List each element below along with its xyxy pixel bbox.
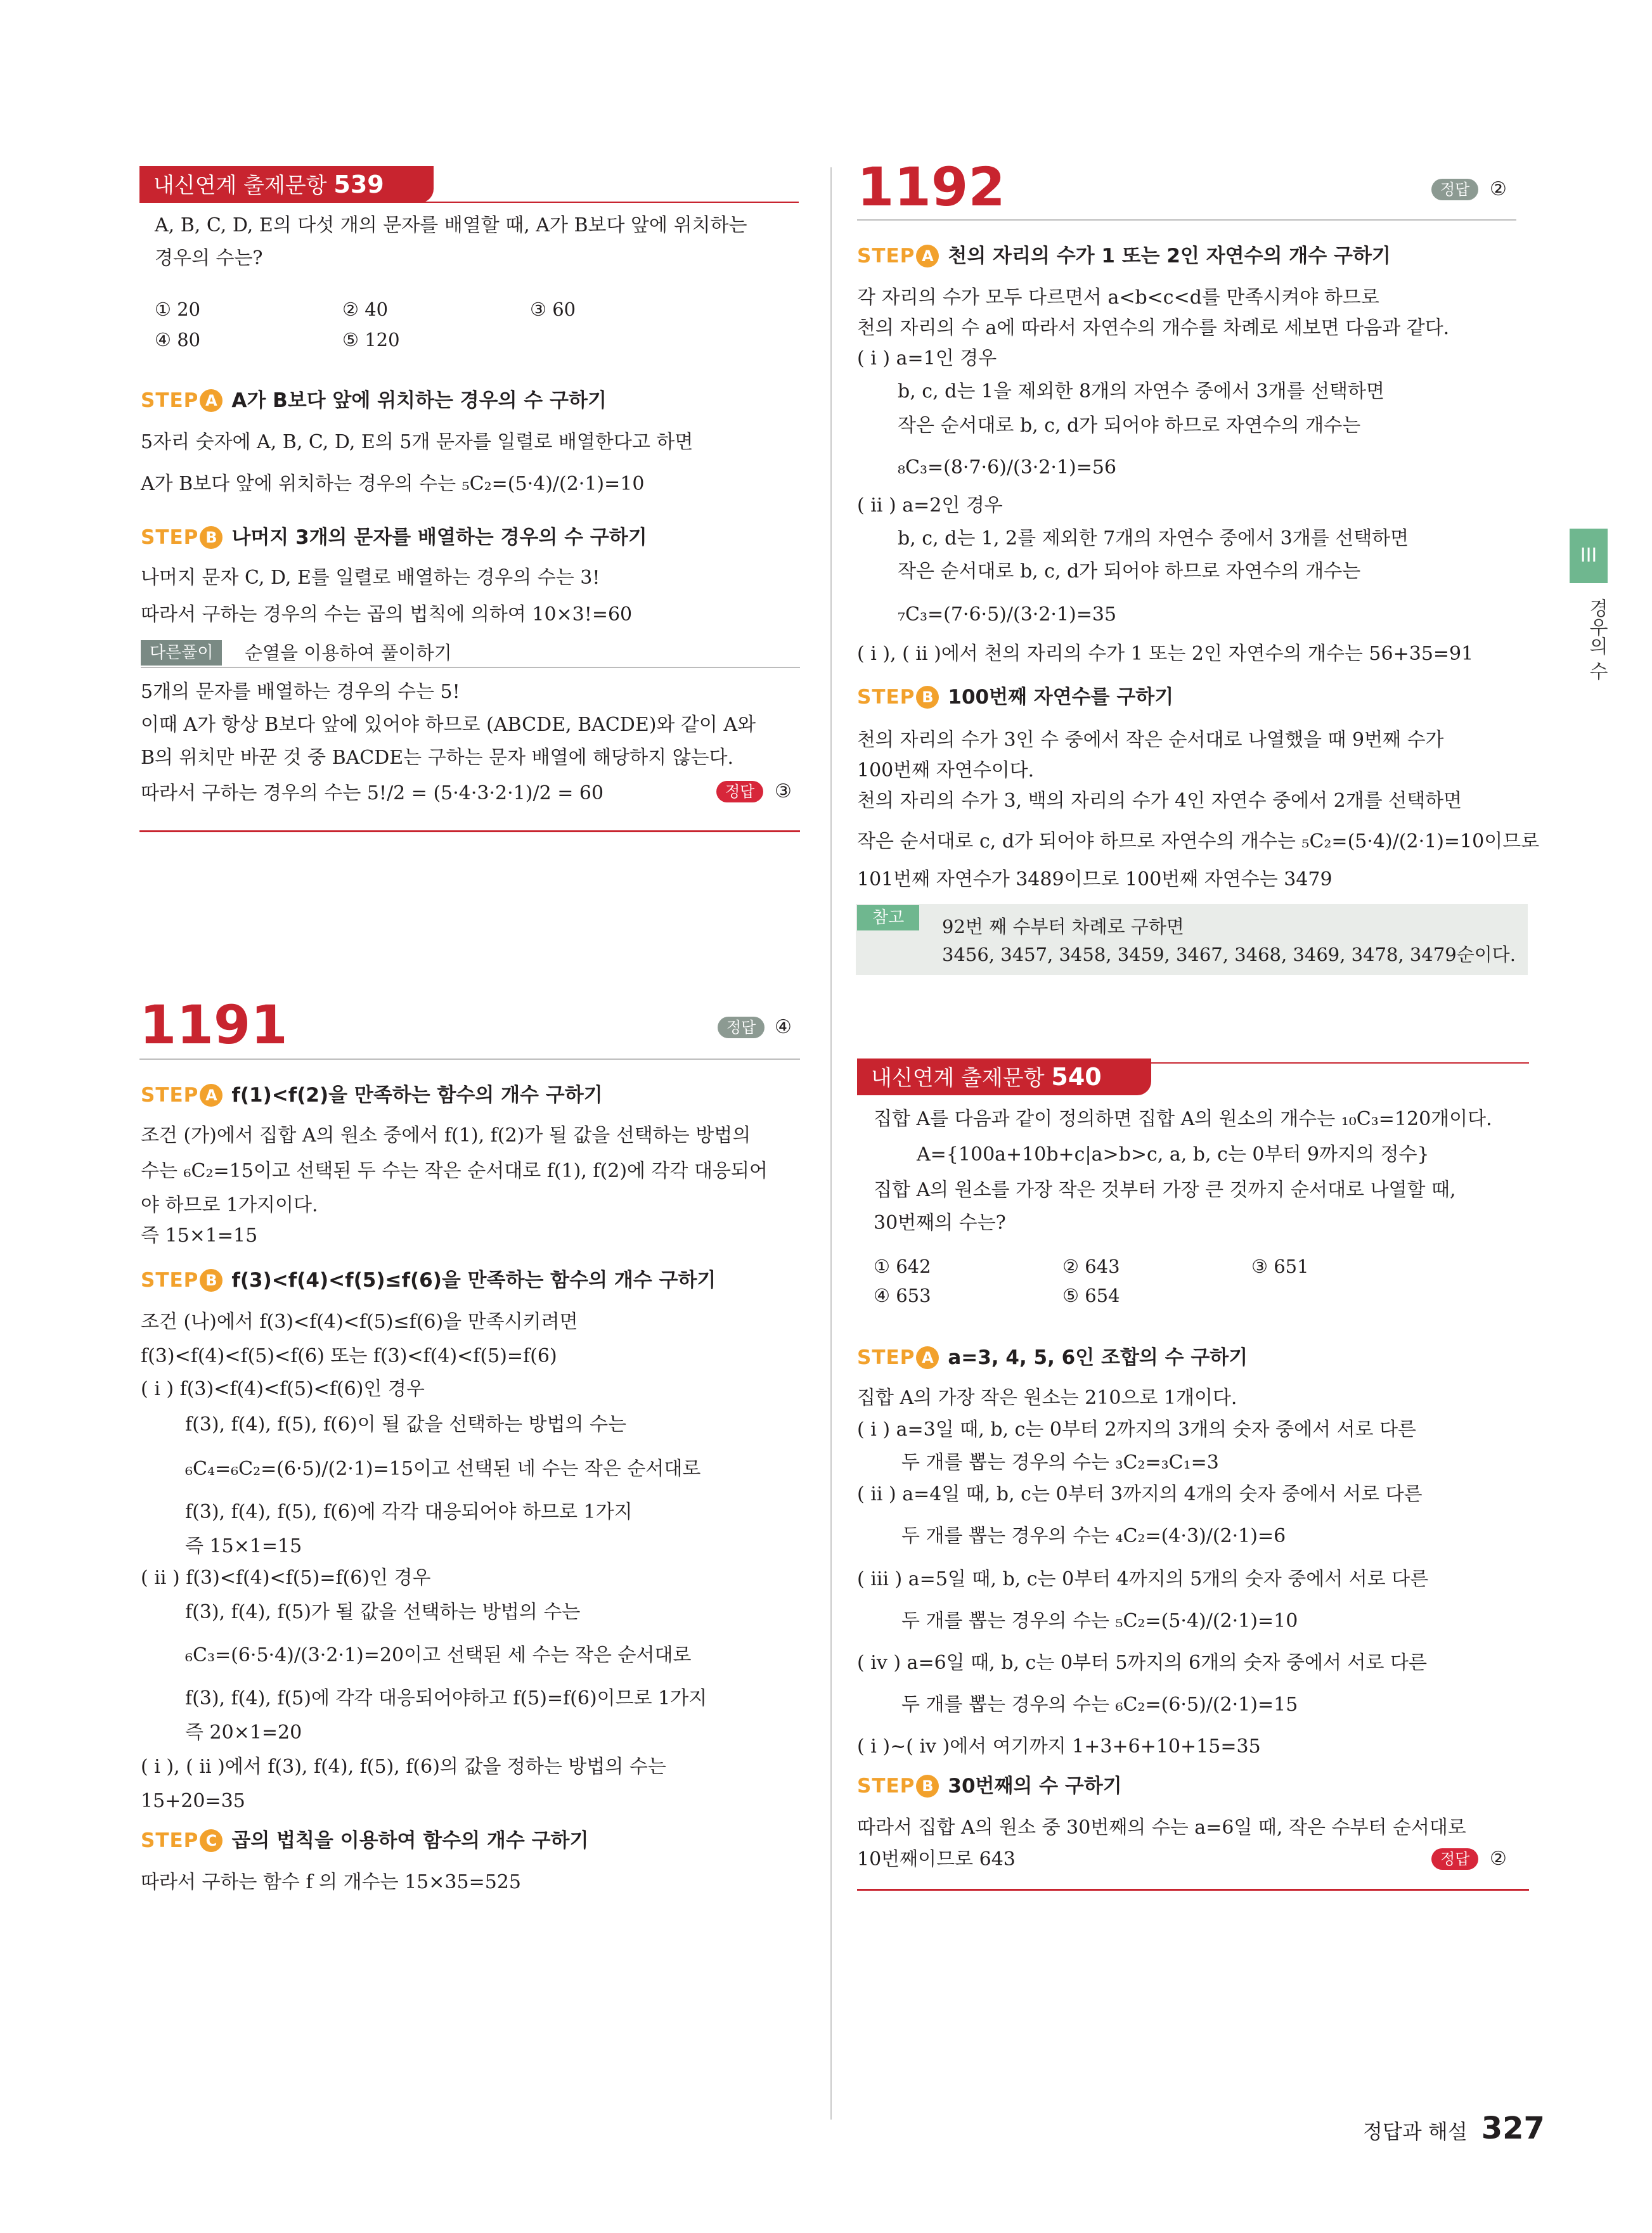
step-title: 곱의 법칙을 이용하여 함수의 개수 구하기 (231, 1829, 589, 1852)
header-rule (406, 202, 799, 203)
step-title: 천의 자리의 수가 1 또는 2인 자연수의 개수 구하기 (948, 245, 1391, 267)
solution-text: ( i ) a=1인 경우 (857, 347, 997, 370)
choice-2: ② 40 (342, 299, 389, 320)
step-a-heading (141, 387, 607, 415)
header-prefix: 내신연계 출제문항 (153, 173, 327, 198)
solution-text: 따라서 구하는 경우의 수는 5!/2 = (5·4·3·2·1)/2 = 60 (141, 782, 604, 804)
answer-value: ③ (775, 780, 792, 802)
chapter-tab-label: III (1580, 544, 1597, 567)
solution-text: 두 개를 뽑는 경우의 수는 ₅C₂=(5·4)/(2·1)=10 (901, 1610, 1298, 1632)
solution-text: ( iii ) a=5일 때, b, c는 0부터 4까지의 5개의 숫자 중에서 서로 다른 (857, 1568, 1429, 1590)
solution-text: ( iv ) a=6일 때, b, c는 0부터 5까지의 6개의 숫자 중에서 서로 다른 (857, 1652, 1427, 1674)
header-rule (1123, 1062, 1529, 1064)
solution-text: 5개의 문자를 배열하는 경우의 수는 5! (141, 681, 460, 703)
problem-1191-number: 1191 (139, 994, 288, 1056)
footer-label: 정답과 해설 (1363, 2120, 1468, 2144)
step-letter: A (916, 1346, 939, 1369)
solution-text: ( ii ) a=2인 경우 (857, 494, 1003, 517)
step-tag: STEP (857, 686, 915, 709)
solution-text: f(3), f(4), f(5)에 각각 대응되어야하고 f(5)=f(6)이므로 1가지 (185, 1687, 707, 1709)
chapter-side-text: 경우의 수 (1585, 598, 1608, 681)
problem-539-header (139, 166, 434, 203)
number-underline (139, 1059, 800, 1060)
solution-text: b, c, d는 1, 2를 제외한 7개의 자연수 중에서 3개를 선택하면 (898, 527, 1409, 550)
question-text: 경우의 수는? (155, 247, 263, 269)
choice-1: ① 20 (155, 299, 201, 320)
solution-text: 작은 순서대로 b, c, d가 되어야 하므로 자연수의 개수는 (898, 560, 1361, 582)
answer-label: 정답 (1431, 1848, 1478, 1870)
page-number: 327 (1481, 2111, 1545, 2146)
choice-5: ⑤ 120 (342, 329, 400, 351)
step-b-heading (857, 1772, 1122, 1800)
alt-solution-label: 다른풀이 (141, 640, 222, 666)
solution-text: b, c, d는 1을 제외한 8개의 자연수 중에서 3개를 선택하면 (898, 380, 1384, 402)
solution-text: ₈C₃=(8·7·6)/(3·2·1)=56 (898, 456, 1117, 479)
answer-value: ④ (775, 1016, 792, 1038)
step-tag: STEP (857, 245, 915, 267)
step-letter: A (200, 389, 223, 412)
problem-1192-number: 1192 (857, 156, 1005, 218)
step-tag: STEP (857, 1346, 915, 1369)
step-a-heading (857, 242, 1391, 270)
solution-text: 따라서 구하는 경우의 수는 곱의 법칙에 의하여 10×3!=60 (141, 603, 633, 626)
step-title: f(3)<f(4)<f(5)≤f(6)을 만족하는 함수의 개수 구하기 (231, 1269, 716, 1292)
solution-text: 즉 15×1=15 (141, 1225, 258, 1247)
solution-text: 수는 ₆C₂=15이고 선택된 두 수는 작은 순서대로 f(1), f(2)에 각각 대응되어 (141, 1160, 768, 1182)
solution-text: ₆C₄=₆C₂=(6·5)/(2·1)=15이고 선택된 네 수는 작은 순서대로 (185, 1458, 701, 1480)
right-column (843, 0, 1652, 2233)
answer-value: ② (1490, 1848, 1507, 1870)
step-tag: STEP (141, 1084, 199, 1107)
solution-text: A가 B보다 앞에 위치하는 경우의 수는 ₅C₂=(5·4)/(2·1)=10 (141, 473, 645, 495)
solution-text: ( i ), ( ii )에서 f(3), f(4), f(5), f(6)의 값을 정하는 방법의 수는 (141, 1756, 666, 1778)
note-label: 참고 (857, 905, 919, 930)
step-b-heading (141, 1266, 716, 1294)
solution-text: 조건 (나)에서 f(3)<f(4)<f(5)≤f(6)을 만족시키려면 (141, 1311, 578, 1333)
step-tag: STEP (141, 526, 199, 549)
solution-text: 야 하므로 1가지이다. (141, 1194, 318, 1216)
solution-text: ₆C₃=(6·5·4)/(3·2·1)=20이고 선택된 세 수는 작은 순서대로 (185, 1644, 692, 1666)
solution-text: f(3), f(4), f(5), f(6)이 될 값을 선택하는 방법의 수는 (185, 1413, 627, 1436)
step-a-heading (857, 1344, 1248, 1372)
step-tag: STEP (141, 1269, 199, 1292)
question-text: 30번째의 수는? (874, 1212, 1006, 1234)
problem-end-rule (139, 830, 800, 832)
step-letter: B (200, 1269, 223, 1292)
solution-text: 두 개를 뽑는 경우의 수는 ₄C₂=(4·3)/(2·1)=6 (901, 1525, 1286, 1547)
step-letter: C (200, 1829, 223, 1852)
solution-text: 두 개를 뽑는 경우의 수는 ₆C₂=(6·5)/(2·1)=15 (901, 1694, 1298, 1716)
solution-text: B의 위치만 바꾼 것 중 BACDE는 구하는 문자 배열에 해당하지 않는다. (141, 747, 734, 769)
solution-text: 즉 20×1=20 (185, 1721, 302, 1744)
choice-4: ④ 80 (155, 329, 201, 351)
header-prefix: 내신연계 출제문항 (871, 1065, 1045, 1091)
solution-text: ₇C₃=(7·6·5)/(3·2·1)=35 (898, 603, 1117, 626)
solution-text: 5자리 숫자에 A, B, C, D, E의 5개 문자를 일렬로 배열한다고 하면 (141, 431, 694, 453)
solution-text: 천의 자리의 수가 3인 수 중에서 작은 순서대로 나열했을 때 9번째 수가 (857, 729, 1444, 751)
solution-text: 작은 순서대로 b, c, d가 되어야 하므로 자연수의 개수는 (898, 415, 1361, 437)
step-b-heading (141, 524, 647, 551)
step-c-heading (141, 1827, 588, 1855)
step-tag: STEP (141, 389, 199, 412)
solution-text: 각 자리의 수가 모두 다르면서 a<b<c<d를 만족시켜야 하므로 (857, 286, 1379, 309)
choice-5: ⑤ 654 (1062, 1285, 1120, 1306)
note-text: 92번 째 수부터 차례로 구하면 (942, 916, 1184, 937)
solution-text: 작은 순서대로 c, d가 되어야 하므로 자연수의 개수는 ₅C₂=(5·4)/(2·1)=10이므로 (857, 830, 1540, 853)
step-letter: B (200, 526, 223, 549)
solution-text: 10번째이므로 643 (857, 1848, 1016, 1870)
choice-4: ④ 653 (874, 1285, 931, 1306)
question-text: 집합 A의 원소를 가장 작은 것부터 가장 큰 것까지 순서대로 나열할 때, (874, 1179, 1456, 1201)
solution-text: ( i )~( iv )에서 여기까지 1+3+6+10+15=35 (857, 1735, 1261, 1758)
step-letter: A (916, 245, 939, 267)
page-footer (1363, 2111, 1545, 2146)
solution-text: ( i ) a=3일 때, b, c는 0부터 2까지의 3개의 숫자 중에서 서로 다른 (857, 1419, 1417, 1441)
note-text: 3456, 3457, 3458, 3459, 3467, 3468, 3469, 3478, 3479순이다. (942, 944, 1516, 965)
problem-end-rule (857, 1889, 1529, 1891)
solution-text: 따라서 구하는 함수 f 의 개수는 15×35=525 (141, 1871, 521, 1893)
column-divider (830, 167, 832, 2120)
solution-text: ( i ) f(3)<f(4)<f(5)<f(6)인 경우 (141, 1378, 425, 1400)
step-title: a=3, 4, 5, 6인 조합의 수 구하기 (948, 1346, 1248, 1369)
solution-text: 천의 자리의 수가 3, 백의 자리의 수가 4인 자연수 중에서 2개를 선택하면 (857, 790, 1462, 812)
solution-text: 나머지 문자 C, D, E를 일렬로 배열하는 경우의 수는 3! (141, 567, 600, 589)
step-letter: B (916, 1775, 939, 1798)
step-title: f(1)<f(2)을 만족하는 함수의 개수 구하기 (231, 1084, 603, 1107)
alt-solution-title: 순열을 이용하여 풀이하기 (245, 642, 452, 664)
answer-label: 정답 (716, 781, 763, 802)
problem-540-header (857, 1059, 1151, 1095)
choice-1: ① 642 (874, 1256, 931, 1277)
answer-value: ② (1490, 178, 1507, 200)
question-text: 집합 A를 다음과 같이 정의하면 집합 A의 원소의 개수는 ₁₀C₃=120개이다. (874, 1108, 1492, 1130)
question-text: A={100a+10b+c|a>b>c, a, b, c는 0부터 9까지의 정수} (917, 1143, 1429, 1166)
step-title: A가 B보다 앞에 위치하는 경우의 수 구하기 (231, 389, 607, 412)
solution-text: 두 개를 뽑는 경우의 수는 ₃C₂=₃C₁=3 (901, 1451, 1219, 1474)
solution-text: f(3)<f(4)<f(5)<f(6) 또는 f(3)<f(4)<f(5)=f(6) (141, 1345, 557, 1367)
choice-3: ③ 651 (1251, 1256, 1309, 1277)
solution-text: 집합 A의 가장 작은 원소는 210으로 1개이다. (857, 1387, 1237, 1409)
solution-text: 100번째 자연수이다. (857, 759, 1035, 782)
solution-text: 이때 A가 항상 B보다 앞에 있어야 하므로 (ABCDE, BACDE)와 같이 A와 (141, 714, 756, 736)
chapter-tab (1570, 529, 1608, 583)
solution-text: 따라서 집합 A의 원소 중 30번째의 수는 a=6일 때, 작은 수부터 순서대로 (857, 1817, 1466, 1839)
answer-label: 정답 (1431, 179, 1478, 200)
step-tag: STEP (857, 1775, 915, 1798)
solution-text: 15+20=35 (141, 1790, 245, 1812)
step-letter: A (200, 1084, 223, 1107)
step-letter: B (916, 686, 939, 709)
step-b-heading (857, 683, 1173, 711)
choice-3: ③ 60 (530, 299, 576, 320)
solution-text: f(3), f(4), f(5), f(6)에 각각 대응되어야 하므로 1가지 (185, 1501, 633, 1523)
solution-text: ( i ), ( ii )에서 천의 자리의 수가 1 또는 2인 자연수의 개수는 56+35=91 (857, 643, 1474, 665)
left-column (0, 0, 811, 2233)
problem-number: 540 (1051, 1063, 1102, 1091)
step-title: 30번째의 수 구하기 (948, 1775, 1122, 1798)
alt-rule (141, 667, 800, 668)
solution-text: ( ii ) a=4일 때, b, c는 0부터 3까지의 4개의 숫자 중에서 서로 다른 (857, 1483, 1423, 1505)
solution-text: 천의 자리의 수 a에 따라서 자연수의 개수를 차례로 세보면 다음과 같다. (857, 317, 1450, 339)
choice-2: ② 643 (1062, 1256, 1120, 1277)
solution-text: 101번째 자연수가 3489이므로 100번째 자연수는 3479 (857, 868, 1333, 891)
solution-text: ( ii ) f(3)<f(4)<f(5)=f(6)인 경우 (141, 1567, 431, 1589)
question-text: A, B, C, D, E의 다섯 개의 문자를 배열할 때, A가 B보다 앞에 위치하는 (155, 214, 747, 236)
answer-label: 정답 (718, 1017, 765, 1038)
number-underline (857, 219, 1516, 221)
step-title: 100번째 자연수를 구하기 (948, 686, 1174, 709)
step-title: 나머지 3개의 문자를 배열하는 경우의 수 구하기 (231, 526, 647, 549)
step-a-heading (141, 1081, 603, 1109)
solution-text: 조건 (가)에서 집합 A의 원소 중에서 f(1), f(2)가 될 값을 선택하는 방법의 (141, 1124, 751, 1147)
problem-number: 539 (333, 171, 384, 198)
step-tag: STEP (141, 1829, 199, 1852)
solution-text: f(3), f(4), f(5)가 될 값을 선택하는 방법의 수는 (185, 1601, 581, 1623)
solution-text: 즉 15×1=15 (185, 1535, 302, 1557)
